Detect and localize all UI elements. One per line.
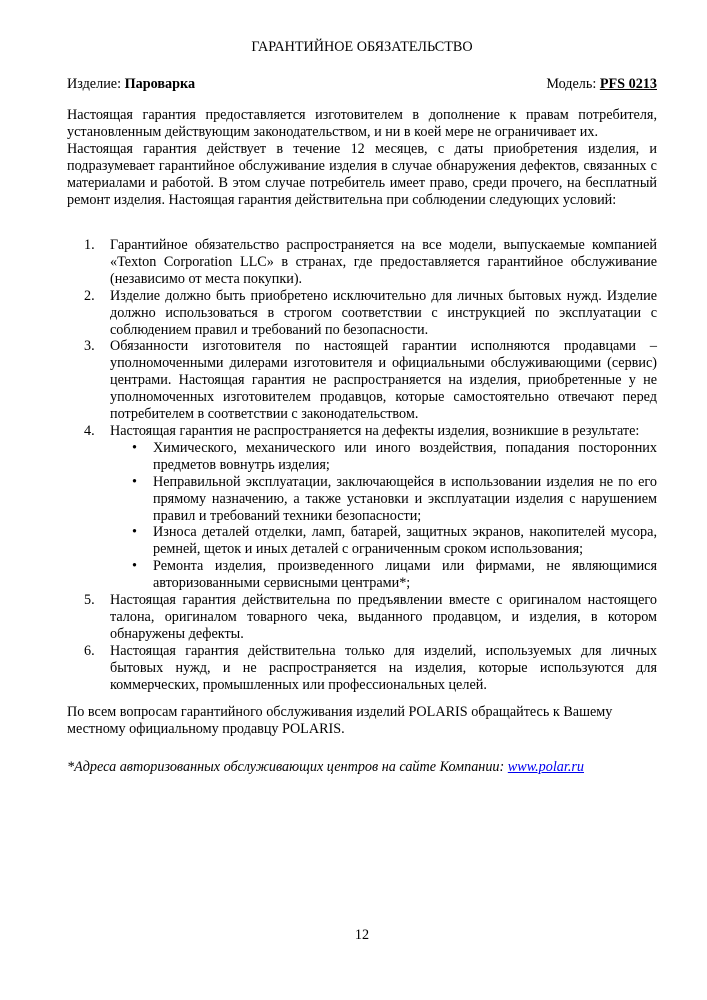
defect-text: Неправильной эксплуатации, заключающейся в использовании изделия не по его прямому назначению, а также установки и эксплуатации изделия с нарушением правил и требований техники безопасности; <box>153 473 657 524</box>
term-item <box>67 338 657 423</box>
defect-text: Ремонта изделия, произведенного лицами или фирмами, не являющимися авторизованными сервисными центрами*; <box>153 558 657 592</box>
footnote <box>67 759 657 776</box>
defect-item <box>110 474 657 525</box>
term-number: 1. <box>84 237 95 253</box>
page-title: ГАРАНТИЙНОЕ ОБЯЗАТЕЛЬСТВО <box>251 39 473 55</box>
bullet-icon: • <box>132 558 137 575</box>
defects-list <box>110 440 657 592</box>
model-info <box>546 76 657 93</box>
defect-item <box>110 524 657 558</box>
term-text: Настоящая гарантия действительна только для изделий, используемых для личных бытовых нужд, и не распространяется на изделия, которые используются для коммерческих, промышленных или профессиональных целей. <box>110 642 657 693</box>
term-text: Настоящая гарантия не распространяется на дефекты изделия, возникшие в результате: <box>110 422 640 439</box>
website-link[interactable]: www.polar.ru <box>507 759 585 775</box>
term-item <box>67 592 657 643</box>
term-number: 4. <box>84 422 95 439</box>
page-number: 12 <box>354 927 370 943</box>
intro-paragraph-1: Настоящая гарантия предоставляется изготовителем в дополнение к правам потребителя, установленным действующим законодательством, и ни в коей мере не ограничивает их. <box>67 107 657 140</box>
term-number: 5. <box>84 592 95 609</box>
term-number: 3. <box>84 338 95 355</box>
bullet-icon: • <box>132 524 137 541</box>
term-item <box>67 288 657 339</box>
warranty-terms-list <box>67 237 657 693</box>
bullet-icon: • <box>132 473 137 490</box>
product-value: Пароварка <box>124 76 196 92</box>
term-text: Обязанности изготовителя по настоящей гарантии исполняются продавцами – уполномоченными дилерами изготовителя и официальными обслуживающими (сервис) центрами. Настоящая гарантия не распространяется на изделия, приобретенные у не уполномоченных изготовителем продавцов, которые самостоятельно отвечают перед потребителем в соответствии с законодательством. <box>110 338 657 423</box>
term-number: 2. <box>84 287 95 304</box>
defect-text: Износа деталей отделки, ламп, батарей, защитных экранов, накопителей мусора, ремней, щеток и иных деталей с ограниченным сроком использования; <box>153 524 657 558</box>
term-text: Настоящая гарантия действительна по предъявлении вместе с оригиналом настоящего талона, оригиналом товарного чека, выданного продавцом, и изделия, в котором обнаружены дефекты. <box>110 592 657 642</box>
model-label: Модель: <box>546 76 597 92</box>
term-item <box>67 423 657 592</box>
term-text: Изделие должно быть приобретено исключительно для личных бытовых нужд. Изделие должно использоваться в строгом соответствии с инструкцией по эксплуатации с соблюдением правил и требований по безопасности. <box>110 287 657 338</box>
contact-paragraph: По всем вопросам гарантийного обслуживания изделий POLARIS обращайтесь к Вашему местному официальному продавцу POLARIS. <box>67 704 613 737</box>
footnote-text: *Адреса авторизованных обслуживающих центров на сайте Компании: <box>67 759 508 775</box>
product-label: Изделие: <box>67 76 122 92</box>
bullet-icon: • <box>132 439 137 456</box>
product-line <box>67 76 657 93</box>
term-item <box>67 237 657 288</box>
defect-item <box>110 440 657 474</box>
term-item <box>67 643 657 694</box>
defect-item <box>110 558 657 592</box>
term-number: 6. <box>84 642 95 659</box>
term-text: Гарантийное обязательство распространяется на все модели, выпускаемые компанией «Texton Corporation LLC» в странах, где предоставляется гарантийное обслуживание (независимо от места покупки). <box>110 237 657 287</box>
intro-paragraph-2: Настоящая гарантия действует в течение 12 месяцев, с даты приобретения изделия, и подразумевает гарантийное обслуживание изделия в случае обнаружения дефектов, связанных с материалами и работой. В этом случае потребитель имеет право, среди прочего, на бесплатный ремонт изделия. Настоящая гарантия действительна при соблюдении следующих условий: <box>67 141 657 208</box>
defect-text: Химического, механического или иного воздействия, попадания посторонних предметов вовнутрь изделия; <box>153 439 657 473</box>
model-value: PFS 0213 <box>599 76 657 92</box>
